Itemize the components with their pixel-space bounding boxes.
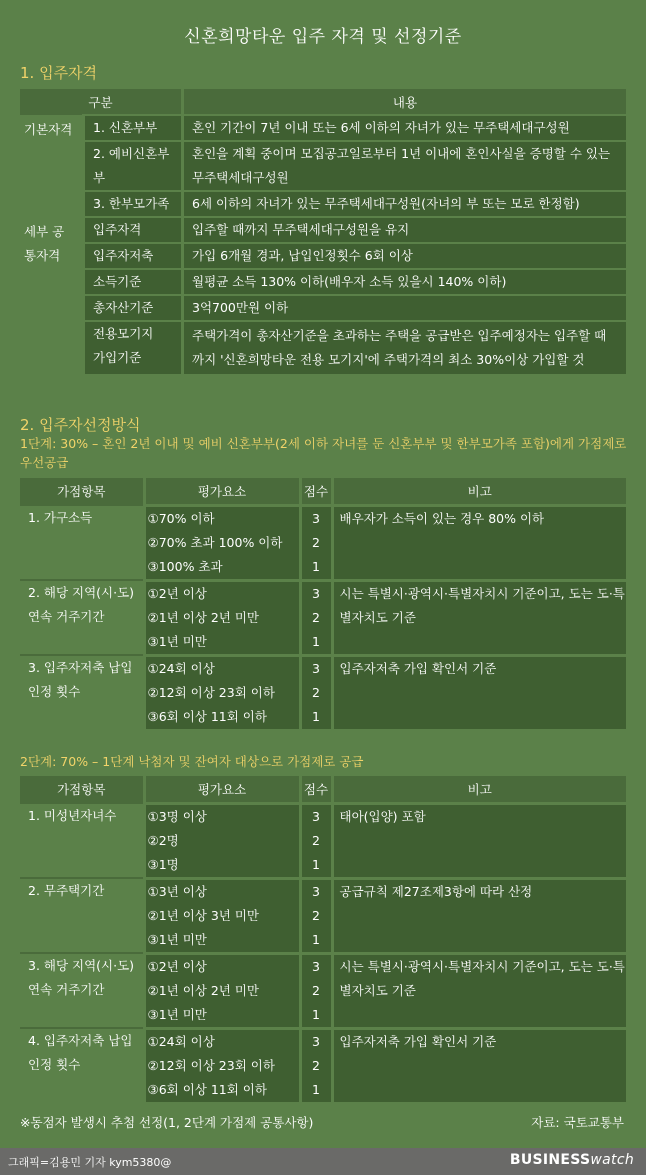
score-item <box>20 655 144 729</box>
header-score: 점수 <box>300 478 332 505</box>
score-value: 3 <box>300 580 332 606</box>
item-label: 소득기준 <box>84 269 183 295</box>
score-value: 2 <box>300 1054 332 1078</box>
score-item-text: 2. 해당 지역(시·도) 연속 거주기간 <box>28 585 135 624</box>
item-label <box>84 321 183 374</box>
score-factor: ①2년 이상 <box>144 580 300 606</box>
group-label: 기본자격 <box>20 115 84 217</box>
item-content: 가입 6개월 경과, 납입인정횟수 6회 이상 <box>183 243 627 269</box>
item-content: 주택가격이 총자산기준을 초과하는 주택을 공급받은 입주예정자는 입주할 때까지 '신혼희망타운 전용 모기지'에 주택가격의 최소 30%이상 가입할 것 <box>183 321 627 374</box>
footnote: ※동점자 발생시 추첨 선정(1, 2단계 가점제 공통사항) <box>20 1115 314 1130</box>
score-value: 1 <box>300 1003 332 1029</box>
score-factor: ②12회 이상 23회 이하 <box>144 681 300 705</box>
score-item-text: 2. 무주택기간 <box>28 883 105 898</box>
score-item-text: 4. 입주자저축 납입인정 횟수 <box>28 1033 133 1072</box>
stage2-note: 2단계: 70% – 1단계 낙첨자 및 잔여자 대상으로 가점제로 공급 <box>20 754 364 769</box>
header-item: 가점항목 <box>20 478 144 505</box>
score-value: 1 <box>300 928 332 954</box>
score-factor: ①70% 이하 <box>144 505 300 531</box>
score-factor: ①3년 이상 <box>144 878 300 904</box>
score-item <box>20 1028 144 1102</box>
score-factor: ①2년 이상 <box>144 953 300 979</box>
score-factor: ③1명 <box>144 853 300 879</box>
item-label: 3. 한부모가족 <box>84 191 183 217</box>
score-note: 배우자가 소득이 있는 경우 80% 이하 <box>332 505 626 580</box>
item-label: 1. 신혼부부 <box>84 115 183 141</box>
header-factor: 평가요소 <box>144 776 300 803</box>
score-row <box>20 953 626 979</box>
score-factor: ③6회 이상 11회 이하 <box>144 1078 300 1102</box>
header-note: 비고 <box>332 478 626 505</box>
score-item-text: 3. 해당 지역(시·도) 연속 거주기간 <box>28 958 135 997</box>
score-item-text: 1. 가구소득 <box>28 510 93 525</box>
section2-heading: 2. 입주자선정방식 <box>20 416 141 434</box>
score-value: 2 <box>300 904 332 928</box>
score-row <box>20 655 626 681</box>
score-row <box>20 803 626 829</box>
item-content: 월평균 소득 130% 이하(배우자 소득 있을시 140% 이하) <box>183 269 627 295</box>
score-value: 1 <box>300 630 332 656</box>
stage1-note: 1단계: 30% – 혼인 2년 이내 및 예비 신혼부부(2세 이하 자녀를 둔 신혼부부 및 한부모가족 포함)에게 가점제로 우선공급 <box>20 436 627 470</box>
item-label: 입주자저축 <box>84 243 183 269</box>
section1-heading: 1. 입주자격 <box>20 64 98 82</box>
score-factor: ②12회 이상 23회 이하 <box>144 1054 300 1078</box>
score-value: 3 <box>300 655 332 681</box>
score-factor: ②1년 이상 2년 미만 <box>144 979 300 1003</box>
item-content: 혼인 기간이 7년 이내 또는 6세 이하의 자녀가 있는 무주택세대구성원 <box>183 115 627 141</box>
score-item <box>20 803 144 878</box>
score-factor: ②1년 이상 3년 미만 <box>144 904 300 928</box>
score-factor: ②2명 <box>144 829 300 853</box>
score-row <box>20 580 626 606</box>
score-factor: ①24회 이상 <box>144 655 300 681</box>
stage2-table <box>20 776 626 1102</box>
score-item-text: 3. 입주자저축 납입인정 횟수 <box>28 660 133 699</box>
score-factor: ②1년 이상 2년 미만 <box>144 606 300 630</box>
page-title: 신혼희망타운 입주 자격 및 선정기준 <box>184 27 462 47</box>
score-factor: ②70% 초과 100% 이하 <box>144 531 300 555</box>
score-note: 시는 특별시·광역시·특별자치시 기준이고, 도는 도·특별자치도 기준 <box>332 580 626 655</box>
score-factor: ③6회 이상 11회 이하 <box>144 705 300 729</box>
score-value: 2 <box>300 681 332 705</box>
score-value: 2 <box>300 979 332 1003</box>
header-factor: 평가요소 <box>144 478 300 505</box>
group-label <box>20 217 84 374</box>
score-value: 2 <box>300 606 332 630</box>
item-label: 2. 예비신혼부부 <box>84 141 183 191</box>
score-item <box>20 580 144 655</box>
score-value: 2 <box>300 531 332 555</box>
credit: 그래픽=김용민 기자 kym5380@ <box>8 1156 172 1169</box>
brand-logo <box>510 1152 634 1168</box>
brand-main: BUSINESS <box>509 1152 591 1168</box>
score-note: 태아(입양) 포함 <box>332 803 626 878</box>
item-label: 총자산기준 <box>84 295 183 321</box>
credit-bar <box>0 1148 646 1175</box>
score-item <box>20 505 144 580</box>
group-label-text: 세부 공통자격 <box>24 224 65 263</box>
stage1-table <box>20 478 626 729</box>
item-content: 입주할 때까지 무주택세대구성원을 유지 <box>183 217 627 243</box>
header-item: 가점항목 <box>20 776 144 803</box>
score-value: 1 <box>300 705 332 729</box>
score-note: 입주자저축 가입 확인서 기준 <box>332 655 626 729</box>
score-note: 입주자저축 가입 확인서 기준 <box>332 1028 626 1102</box>
score-value: 3 <box>300 878 332 904</box>
item-label: 입주자격 <box>84 217 183 243</box>
item-content: 3억700만원 이하 <box>183 295 627 321</box>
score-row <box>20 878 626 904</box>
header-score: 점수 <box>300 776 332 803</box>
score-value: 1 <box>300 853 332 879</box>
score-value: 1 <box>300 1078 332 1102</box>
score-item <box>20 878 144 953</box>
brand-sub: watch <box>590 1152 634 1168</box>
header-note: 비고 <box>332 776 626 803</box>
score-row <box>20 505 626 531</box>
score-value: 3 <box>300 953 332 979</box>
score-factor: ③1년 미만 <box>144 1003 300 1029</box>
score-value: 3 <box>300 803 332 829</box>
score-factor: ③100% 초과 <box>144 555 300 581</box>
header-category: 구분 <box>20 89 183 115</box>
score-value: 3 <box>300 505 332 531</box>
score-factor: ③1년 미만 <box>144 630 300 656</box>
score-item-text: 1. 미성년자녀수 <box>28 808 117 823</box>
score-item <box>20 953 144 1028</box>
score-value: 2 <box>300 829 332 853</box>
source: 자료: 국토교통부 <box>531 1115 624 1130</box>
item-label-text: 전용모기지 가입기준 <box>93 326 154 365</box>
score-note: 시는 특별시·광역시·특별자치시 기준이고, 도는 도·특별자치도 기준 <box>332 953 626 1028</box>
score-factor: ①3명 이상 <box>144 803 300 829</box>
score-value: 3 <box>300 1028 332 1054</box>
score-note: 공급규칙 제27조제3항에 따라 산정 <box>332 878 626 953</box>
header-content: 내용 <box>183 89 627 115</box>
score-factor: ①24회 이상 <box>144 1028 300 1054</box>
eligibility-table <box>20 89 626 374</box>
item-content: 6세 이하의 자녀가 있는 무주택세대구성원(자녀의 부 또는 모로 한정함) <box>183 191 627 217</box>
score-factor: ③1년 미만 <box>144 928 300 954</box>
score-value: 1 <box>300 555 332 581</box>
item-content: 혼인을 계획 중이며 모집공고일로부터 1년 이내에 혼인사실을 증명할 수 있는 무주택세대구성원 <box>183 141 627 191</box>
score-row <box>20 1028 626 1054</box>
